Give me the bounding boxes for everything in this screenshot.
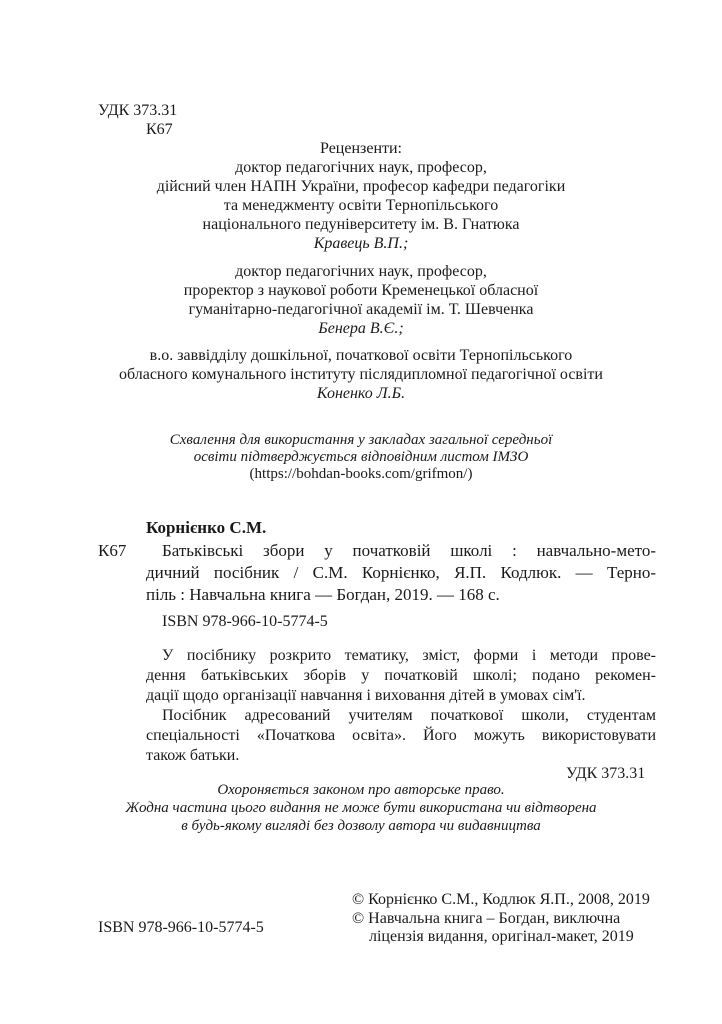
copyright-line: © Корнієнко С.М., Кодлюк Я.П., 2008, 2019: [352, 891, 650, 908]
catalog-line: Батьківські збори у початковій школі : навчально-мето-: [162, 541, 656, 560]
annotation-line: дації щодо організації навчання і виховання дітей в умовах сім'ї.: [146, 687, 586, 704]
catalog-title-line: [146, 562, 656, 584]
udk-index: УДК 373.31: [98, 102, 178, 119]
reviewer-2-line: гуманітарно-педагогічної академії ім. Т. Шевченка: [188, 301, 534, 318]
copyright-notice-line: в будь-якому вигляді без дозволу автора чи видавництва: [181, 818, 541, 834]
annotation-line: У посібнику розкрито тематику, зміст, форми і методи прове-: [162, 647, 656, 664]
reviewer-1-name: Кравець В.П.;: [313, 235, 409, 252]
reviewer-1-line: та менеджменту освіти Тернопільського: [223, 197, 499, 214]
annotation-line: дення батьківських зборів у початковій школі; подано рекомен-: [146, 667, 656, 684]
reviewer-2-name: Бенера В.Є.;: [318, 320, 404, 337]
author-mark: К67: [146, 121, 173, 138]
catalog-line: дичний посібник / С.М. Корнієнко, Я.П. Кодлюк. — Терно-: [146, 563, 656, 582]
catalog-line: піль : Навчальна книга — Богдан, 2019. — 168 с.: [146, 585, 500, 604]
copyright-line: © Навчальна книга – Богдан, виключна: [352, 910, 621, 927]
reviewers-heading: Рецензенти:: [320, 140, 402, 157]
catalog-author: Корнієнко С.М.: [146, 518, 267, 537]
catalog-mark: К67: [98, 541, 127, 560]
reviewer-3-line: обласного комунального інституту післядипломної педагогічної освіти: [119, 366, 603, 383]
annotation-line: також батьки.: [146, 747, 240, 764]
reviewer-1-line: дійсний член НАПН України, професор кафедри педагогіки: [156, 178, 566, 195]
approval-line: освіти підтверджується відповідним листом ІМЗО: [193, 449, 529, 465]
annotation-line: Посібник адресований учителям початкової школи, студентам: [162, 707, 656, 724]
reviewer-2-line: проректор з наукової роботи Кременецької обласної: [183, 282, 539, 299]
copyright-notice-line: Жодна частина цього видання не може бути використана чи відтворена: [125, 800, 597, 816]
annotation-line: спеціальності «Початкова освіта». Його можуть використовувати: [146, 727, 656, 744]
reviewer-3-name: Коненко Л.Б.: [316, 385, 406, 402]
udk-index-bottom: УДК 373.31: [566, 765, 646, 782]
reviewer-2-line: доктор педагогічних наук, професор,: [235, 263, 487, 280]
catalog-title-line: [162, 540, 656, 562]
copyright-line: ліцензія видання, оригінал-макет, 2019: [369, 928, 634, 945]
copyright-notice-line: Охороняється законом про авторське право.: [217, 782, 505, 798]
approval-url: (https://bohdan-books.com/grifmon/): [249, 466, 473, 482]
isbn-bottom: ISBN 978-966-10-5774-5: [98, 919, 264, 936]
approval-line: Схвалення для використання у закладах загальної середньої: [169, 432, 553, 448]
catalog-isbn: ISBN 978-966-10-5774-5: [162, 613, 328, 630]
reviewer-1-line: національного педуніверситету ім. В. Гнатюка: [202, 216, 520, 233]
reviewer-1-line: доктор педагогічних наук, професор,: [235, 159, 487, 176]
reviewer-3-line: в.о. заввідділу дошкільної, початкової освіти Тернопільського: [149, 347, 573, 364]
